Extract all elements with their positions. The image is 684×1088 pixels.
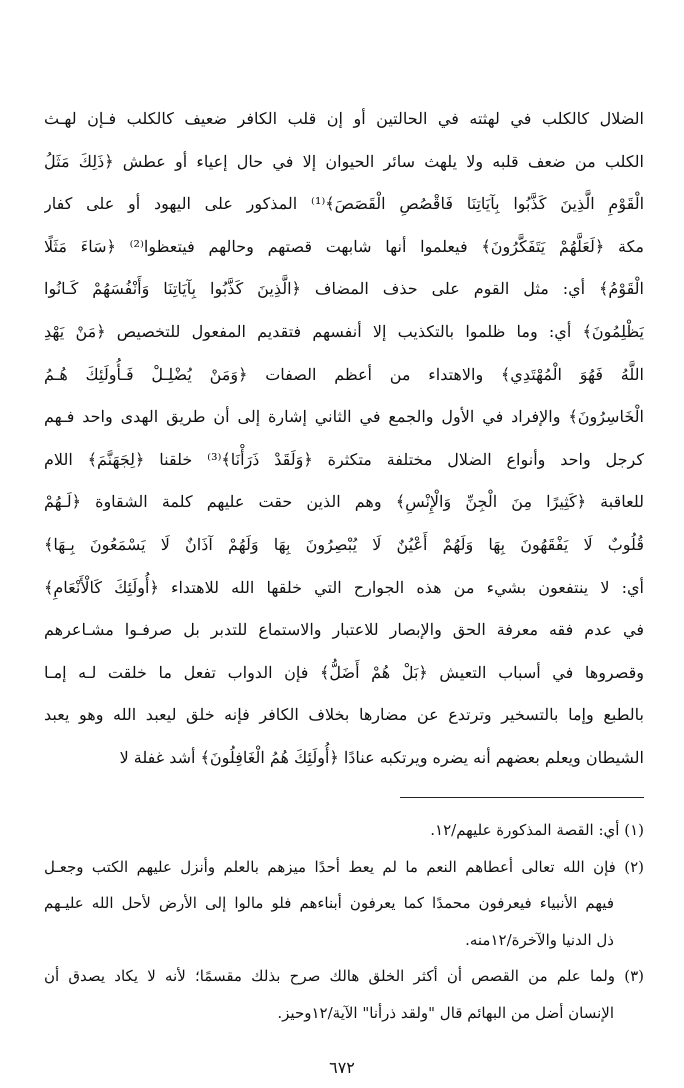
text-line: الشيطان ويعلم بعضهم أنه يضره ويرتكبه عنادًا ﴿أُولَئِكَ هُمُ الْغَافِلُونَ﴾ أشد غفلة لا <box>119 747 644 767</box>
footnote-line: فيهم الأنبياء فيعرفون محمدًا كما يعرفون أبناءهم فلو مالوا إلى الأرض لأحل الله عليـهم <box>44 894 614 912</box>
footnote-line: (٢) فإن الله تعالى أعطاهم النعم ما لم يعط أحدًا ميزهم بالعلم وأنزل عليهم الكتب وجعـل <box>44 857 644 876</box>
text-line: كرجل واحد وأنواع الضلال مختلفة متكثرة ﴿وَلَقَدْ ذَرَأْنَا﴾⁽³⁾ خلقنا ﴿لِجَهَنَّمَ﴾ اللام <box>44 449 644 469</box>
text-line: الضلال كالكلب في لهثته في الحالتين أو إن قلب الكافر ضعيف كالكلب فـإن لهـث <box>44 109 644 128</box>
text-line: الكلب من ضعف قلبه ولا يلهث سائر الحيوان إلا في حال إعياء أو عطش ﴿ذَلِكَ مَثَلُ <box>44 151 644 171</box>
footnotes <box>44 812 644 1031</box>
text-line: الْخَاسِرُونَ﴾ والإفراد في الأول والجمع في الثاني إشارة إلى أن طريق الهدى واحد فـهم <box>44 407 644 427</box>
text-line: مكة ﴿لَعَلَّهُمْ يَتَفَكَّرُونَ﴾ فيعلموا أنها شابهت قصتهم وحالهم فيتعظوا⁽²⁾ ﴿سَاءَ مَثَلًا <box>44 236 644 256</box>
text-line: وقصروها في أسباب التعيش ﴿بَلْ هُمْ أَضَلُّ﴾ فإن الدواب تفعل ما خلقت لـه إمـا <box>44 662 644 682</box>
footnote-line: (٣) ولما علم من القصص أن أكثر الخلق هالك صرح بذلك مقسمًا؛ لأنه لا يكاد يصدق أن <box>44 967 644 985</box>
footnote-line: ذل الدنيا والآخرة/١٢منه. <box>465 930 614 949</box>
text-line: للعاقبة ﴿كَثِيرًا مِنَ الْجِنِّ وَالْإِنْسِ﴾ وهم الذين حقت عليهم كلمة الشقاوة ﴿لَـهُمْ <box>44 492 644 512</box>
text-line: اللَّهُ فَهُوَ الْمُهْتَدِي﴾ والاهتداء من أعظم الصفات ﴿وَمَنْ يُضْلِـلْ فَـأُولَئِكَ هُـمُ <box>44 364 644 384</box>
footnote-line: الإنسان أضل من البهائم قال "ولقد ذرأنا" الآية/١٢وحيز. <box>277 1003 614 1022</box>
footnote-divider <box>400 797 644 798</box>
text-line: الْقَوْمِ الَّذِينَ كَذَّبُوا بِآيَاتِنَا فَاقْصُصِ الْقَصَصَ﴾⁽¹⁾ المذكور على اليهود أو على كفار <box>44 194 644 214</box>
text-line: بالطبع وإما بالتسخير وترتدع عن مضارها بخلاف الكافر فإنه خلق ليعبد الله وهو يعبد <box>44 705 644 725</box>
text-line: يَظْلِمُونَ﴾ أي: وما ظلموا بالتكذيب إلا أنفسهم فتقديم المفعول للتخصيص ﴿مَنْ يَهْدِ <box>44 321 644 341</box>
body-text <box>44 98 644 780</box>
text-line: أي: لا ينتفعون بشيء من هذه الجوارح التي خلقها الله للاهتداء ﴿أُولَئِكَ كَالْأَنْعَامِ﴾ <box>44 577 644 597</box>
text-line: في عدم فقه معرفة الحق والإبصار للاعتبار والاستماع للتدبر بل صرفـوا مشـاعرهم <box>44 620 644 640</box>
text-line: الْقَوْمُ﴾ أي: مثل القوم على حذف المضاف ﴿الَّذِينَ كَذَّبُوا بِآيَاتِنَا وَأَنْفُسَهُمْ كَـانُوا <box>44 279 644 299</box>
footnote-line: (١) أي: القصة المذكورة عليهم/١٢. <box>430 821 644 839</box>
text-line: قُلُوبٌ لَا يَفْقَهُونَ بِهَا وَلَهُمْ أَعْيُنٌ لَا يُبْصِرُونَ بِهَا وَلَهُمْ آذَانٌ لَا يَسْمَعُونَ بِـهَا﴾ <box>44 534 644 554</box>
page-number: ٦٧٢ <box>329 1058 355 1077</box>
